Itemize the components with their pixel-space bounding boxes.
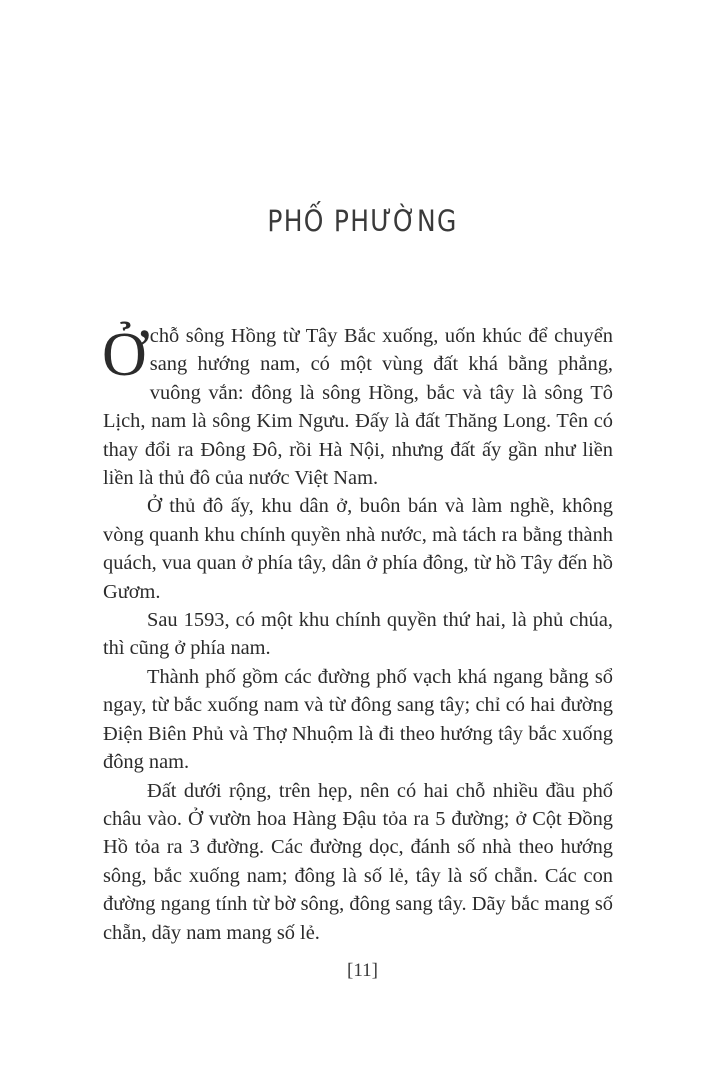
drop-cap: Ở xyxy=(102,321,147,389)
paragraph-4: Thành phố gồm các đường phố vạch khá ngang bằng sổ ngay, từ bắc xuống nam và từ đông sang tây; chỉ có hai đường Điện Biên Phủ và Thợ Nhuộm là đi theo hướng tây bắc xuống đông nam. xyxy=(103,665,613,774)
paragraph-3: Sau 1593, có một khu chính quyền thứ hai, là phủ chúa, thì cũng ở phía nam. xyxy=(103,609,613,660)
body-text xyxy=(103,322,613,947)
paragraph-1 xyxy=(103,322,613,492)
chapter-title: PHỐ PHƯỜNG xyxy=(267,204,458,238)
page-number: [11] xyxy=(347,960,378,981)
paragraph-5: Đất dưới rộng, trên hẹp, nên có hai chỗ nhiều đầu phố châu vào. Ở vườn hoa Hàng Đậu tỏa ra 5 đường; ở Cột Đồng Hồ tỏa ra 3 đường. Các đường dọc, đánh số nhà theo hướng sông, bắc xuống nam; đông là số lẻ, tây là số chẵn. Các con đường ngang tính từ bờ sông, đông sang tây. Dãy bắc mang số chẵn, dãy nam mang số lẻ. xyxy=(103,779,613,944)
paragraph-2: Ở thủ đô ấy, khu dân ở, buôn bán và làm nghề, không vòng quanh khu chính quyền nhà nước, mà tách ra bằng thành quách, vua quan ở phía tây, dân ở phía đông, từ hồ Tây đến hồ Gươm. xyxy=(103,495,613,603)
paragraph-1-text: chỗ sông Hồng từ Tây Bắc xuống, uốn khúc để chuyển sang hướng nam, có một vùng đất khá bằng phẳng, vuông vắn: đông là sông Hồng, bắc và tây là sông Tô Lịch, nam là sông Kim Ngưu. Đấy là đất Thăng Long. Tên có thay đổi ra Đông Đô, rồi Hà Nội, nhưng đất ấy gần như liền liền là thủ đô của nước Việt Nam. xyxy=(103,325,613,490)
